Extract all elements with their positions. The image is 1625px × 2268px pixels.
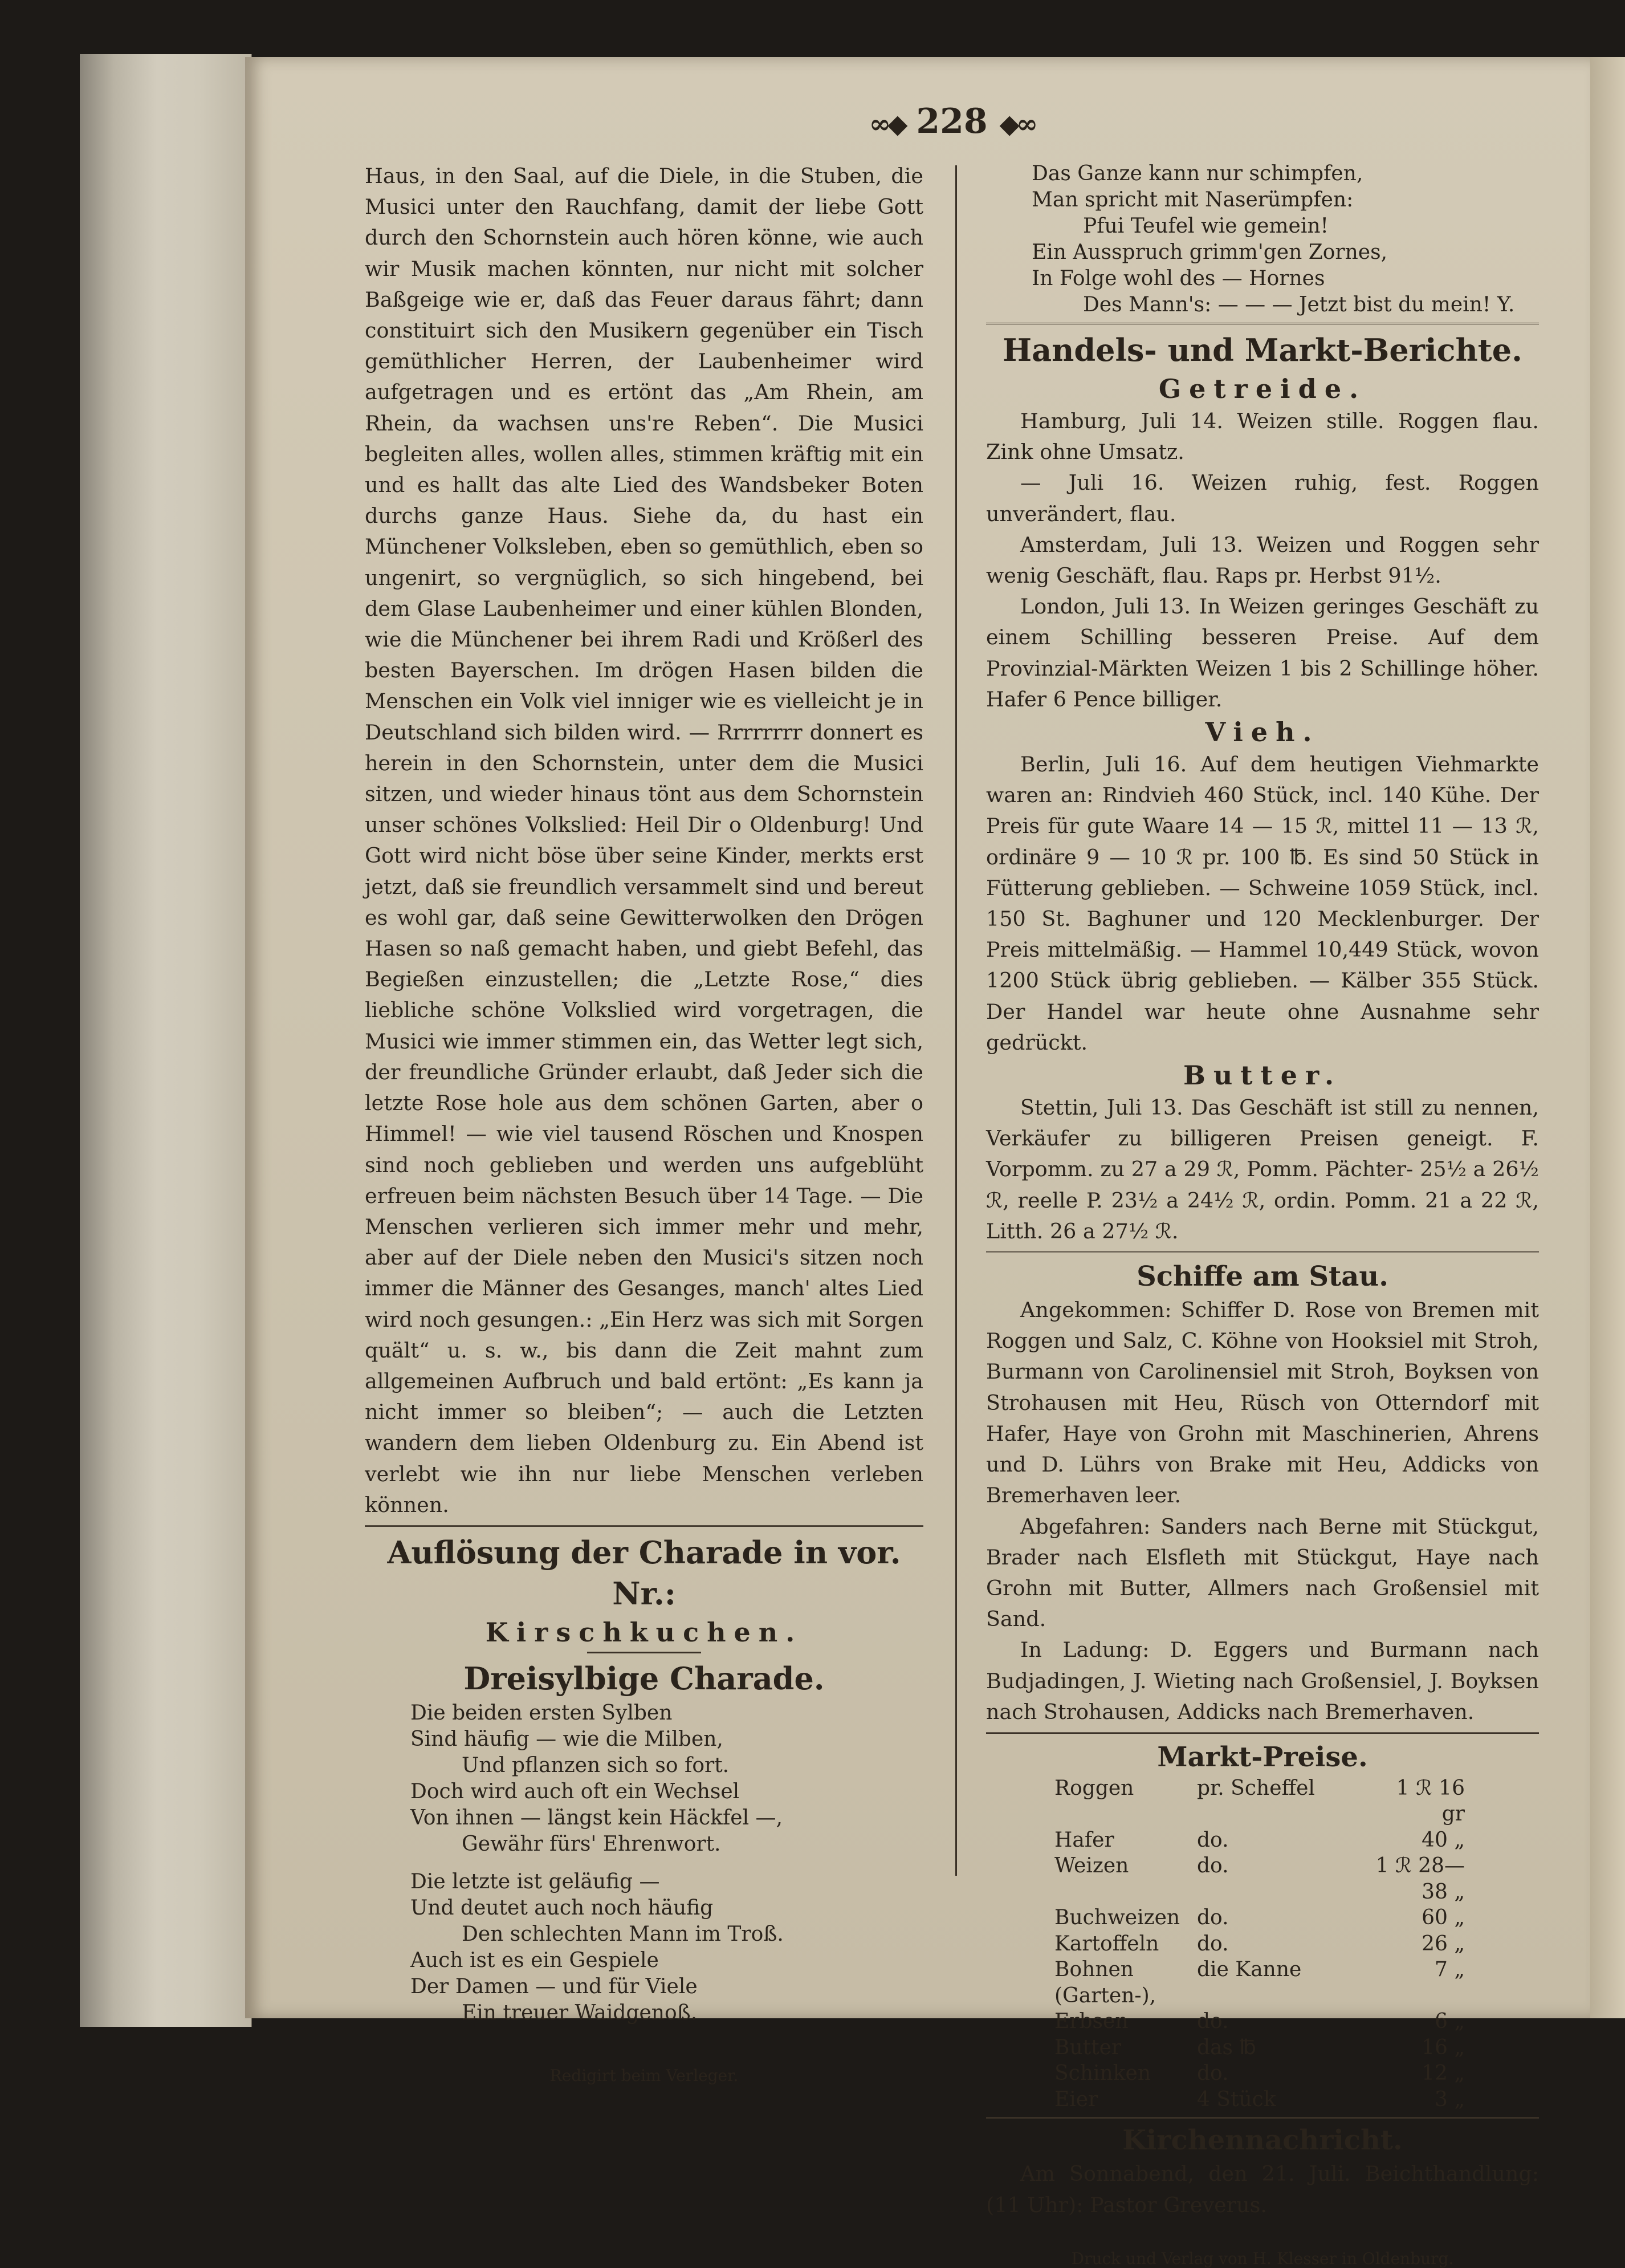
ornament-left-icon: ∞◆ xyxy=(869,108,905,139)
price-item-name: Erbsen xyxy=(1054,2010,1129,2034)
price-row xyxy=(1054,1905,1465,1931)
price-item-value: 3 „ xyxy=(1435,2087,1465,2111)
price-row xyxy=(1054,1931,1465,1957)
printer-footer: Druck und Verlag von H. Klesser in Oldenburg. xyxy=(1071,2249,1454,2268)
price-item-name: Hafer xyxy=(1054,1828,1114,1852)
section-rule xyxy=(986,1251,1539,1255)
poem-line: Und pflanzen sich so fort. xyxy=(462,1753,730,1777)
poem-line: Ein treuer Waidgenoß. xyxy=(462,2001,698,2025)
price-row xyxy=(1054,2060,1465,2087)
section-rule xyxy=(986,323,1539,326)
article-paragraph: Haus, in den Saal, auf die Diele, in die Stuben, die Musici unter den Rauchfang, damit der liebe Gott durch den Schornstein auch hören könne, wie auch wir Musik machen könnten, nur nicht mit solcher Baßgeige wie er, daß das Feuer daraus fährt; dann constituirt sich den Musikern gegenüber ein Tisch gemüthlicher Herren, der Laubenheimer wird aufgetragen und es ertönt das „Am Rhein, am Rhein, da wachsen uns're Reben“. Die Musici begleiten alles, wollen alles, stimmen kräftig mit ein und es hallt das alte Lied des Wandsbeker Boten durchs ganze Haus. Siehe da, du hast ein Münchener Volksleben, eben so gemüthlich, eben so ungenirt, so vergnüglich, so sich hingebend, bei dem Glase Laubenheimer und einer kühlen Blonden, wie die Münchener bei ihrem Radi und Krößerl des besten Bayerschen. Im drögen Hasen bilden die Menschen ein Volk viel inniger wie es vielleicht je in Deutschland sich bilden wird. — Rrrrrrrr donnert es herein in den Schornstein, unter dem die Musici sitzen, und wieder hinaus tönt aus dem Schornstein unser schönes Volkslied: Heil Dir o Oldenburg! Und Gott wird nicht böse über seine Kinder, merkts erst jetzt, daß sie freundlich versammelt sind und bereut es wohl gar, daß seine Gewitterwolken den Drögen Hasen so naß gemacht haben, und giebt Befehl, das Begießen einzustellen; die „Letzte Rose,“ dies liebliche schöne Volkslied wird vorgetragen, die Musici wie immer stimmen ein, das Wetter legt sich, der freundliche Gründer erlaubt, daß Jeder sich die letzte Rose hole aus dem schönen Garten, aber o Himmel! — wie viel tausend Röschen und Knospen sind noch geblieben und werden uns aufgeblüht erfreuen beim nächsten Besuch über 14 Tage. — Die Menschen verlieren sich immer mehr und mehr, aber auf der Diele neben den Musici's sitzen noch immer die Männer des Gesanges, manch' altes Lied wird noch gesungen.: „Ein Herz was sich mit Sorgen quält“ u. s. w., bis dann die Zeit mahnt zum allgemeinen Aufbruch und bald ertönt: „Es kann ja nicht immer so bleiben“; — auch die Letzten wandern dem lieben Oldenburg zu. Ein Abend ist verlebt wie ihn nur liebe Menschen verleben können. xyxy=(365,164,923,1517)
column-divider xyxy=(955,165,957,1876)
price-item-unit: pr. Scheffel xyxy=(1197,1776,1315,1800)
poem-line: Des Mann's: — — — Jetzt bist du mein! Y. xyxy=(1083,293,1515,316)
poem-line: Pfui Teufel wie gemein! xyxy=(1083,214,1329,238)
poem-line: Der Damen — und für Viele xyxy=(410,1974,698,1998)
poem-line: Das Ganze kann nur schimpfen, xyxy=(1032,162,1363,185)
ships-heading: Schiffe am Stau. xyxy=(1137,1261,1388,1293)
poem-line: Und deutet auch noch häufig xyxy=(410,1896,714,1920)
price-item-unit: do. xyxy=(1197,1828,1229,1852)
price-row xyxy=(1054,1827,1465,1854)
church-heading: Kirchennachricht. xyxy=(1122,2124,1403,2157)
price-item-unit: die Kanne xyxy=(1197,1958,1302,1982)
grain-heading: Getreide. xyxy=(1158,373,1367,404)
section-rule xyxy=(365,1525,923,1529)
price-item-name: Roggen xyxy=(1054,1776,1134,1800)
price-item-value: 40 „ xyxy=(1422,1828,1465,1852)
poem-line: Die letzte ist geläufig — xyxy=(410,1869,660,1893)
price-item-value: 60 „ xyxy=(1422,1906,1465,1930)
market-reports-heading: Handels- und Markt-Berichte. xyxy=(1003,332,1522,368)
charade-continuation xyxy=(1032,161,1539,318)
ornament-right-icon: ◆∞ xyxy=(999,108,1035,139)
charade-heading: Dreisylbige Charade. xyxy=(463,1660,825,1697)
ships-paragraph: Angekommen: Schiffer D. Rose von Bremen mit Roggen und Salz, C. Köhne von Hooksiel mit Stroh, Burmann von Carolinensiel mit Stroh, Boyksen von Strohausen mit Heu, Rüsch von Otterndorf mit Hafer, Haye von Grohn mit Maschinerien, Ahrens und D. Lührs von Brake mit Heu, Addicks von Bremerhaven leer. xyxy=(986,1298,1539,1508)
price-item-unit: do. xyxy=(1197,2062,1229,2086)
price-item-unit: 4 Stück xyxy=(1197,2087,1276,2111)
poem-line: Auch ist es ein Gespiele xyxy=(410,1948,659,1972)
price-item-unit: do. xyxy=(1197,1932,1229,1956)
poem-line: Von ihnen — längst kein Häckfel —, xyxy=(410,1806,783,1830)
charade-poem xyxy=(410,1700,923,2026)
cattle-heading: Vieh. xyxy=(1205,717,1320,748)
price-row xyxy=(1054,2087,1465,2113)
right-column xyxy=(986,161,1539,2268)
butter-heading: Butter. xyxy=(1183,1060,1342,1091)
section-rule xyxy=(986,1732,1539,1735)
short-rule xyxy=(587,1652,701,1653)
poem-line: Doch wird auch oft ein Wechsel xyxy=(410,1779,740,1803)
price-row xyxy=(1054,1853,1465,1905)
report-paragraph: — Juli 16. Weizen ruhig, fest. Roggen unverändert, flau. xyxy=(986,470,1539,526)
page-number: 228 xyxy=(916,101,988,141)
poem-line: In Folge wohl des — Hornes xyxy=(1032,267,1325,290)
ships-paragraph: Abgefahren: Sanders nach Berne mit Stückgut, Brader nach Elsfleth mit Stückgut, Haye nach Grohn mit Butter, Allmers nach Großensiel mit Sand. xyxy=(986,1514,1539,1632)
price-item-name: Bohnen (Garten-), xyxy=(1054,1958,1156,2007)
price-table xyxy=(1054,1775,1539,2113)
section-rule xyxy=(986,2117,1539,2119)
book-page-edges xyxy=(80,54,252,2027)
price-row xyxy=(1054,2009,1465,2035)
ships-paragraph: In Ladung: D. Eggers und Burmann nach Budjadingen, J. Wieting nach Großensiel, J. Boyksen nach Strohausen, Addicks nach Bremerhaven. xyxy=(986,1637,1539,1724)
price-item-name: Schinken xyxy=(1054,2062,1151,2086)
poem-line: Die beiden ersten Sylben xyxy=(410,1701,673,1725)
page-number-header xyxy=(855,101,1049,147)
price-item-unit: do. xyxy=(1197,1854,1229,1878)
poem-line: Sind häufig — wie die Milben, xyxy=(410,1727,723,1751)
price-item-value: 1 ℛ 16 gr xyxy=(1396,1776,1465,1826)
adjacent-page-edge xyxy=(1590,57,1625,2018)
poem-line: Den schlechten Mann im Troß. xyxy=(462,1922,784,1946)
poem-line: Gewähr fürs' Ehrenwort. xyxy=(462,1832,721,1856)
price-item-name: Kartoffeln xyxy=(1054,1932,1159,1956)
price-row xyxy=(1054,1957,1465,2009)
report-paragraph: Berlin, Juli 16. Auf dem heutigen Viehmarkte waren an: Rindvieh 460 Stück, incl. 140 Kühe. Der Preis für gute Waare 14 — 15 ℛ, mittel 11 — 13 ℛ, ordinäre 9 — 10 ℛ pr. 100 ℔. Es sind 50 Stück in Fütterung geblieben. — Schweine 1059 Stück, incl. 150 St. Baghuner und 120 Mecklenburger. Der Preis mittelmäßig. — Hammel 10,449 Stück, wovon 1200 Stück übrig geblieben. — Kälber 355 Stück. Der Handel war heute ohne Ausnahme sehr gedrückt. xyxy=(986,752,1539,1055)
price-item-value: 26 „ xyxy=(1422,1932,1465,1956)
solution-heading: Auflösung der Charade in vor. Nr.: xyxy=(387,1534,901,1612)
price-row xyxy=(1054,2035,1465,2061)
report-paragraph: London, Juli 13. In Weizen geringes Geschäft zu einem Schilling besseren Preise. Auf dem Provinzial-Märkten Weizen 1 bis 2 Schillinge höher. Hafer 6 Pence billiger. xyxy=(986,594,1539,712)
report-paragraph: Stettin, Juli 13. Das Geschäft ist still zu nennen, Verkäufer zu billigeren Preisen geneigt. F. Vorpomm. zu 27 a 29 ℛ, Pomm. Pächter- 25½ a 26½ ℛ, reelle P. 23½ a 24½ ℛ, ordin. Pomm. 21 a 22 ℛ, Litth. 26 a 27½ ℛ. xyxy=(986,1095,1539,1243)
prices-heading: Markt-Preise. xyxy=(1157,1741,1368,1773)
solution-word: Kirschkuchen. xyxy=(485,1616,803,1648)
report-paragraph: Hamburg, Juli 14. Weizen stille. Roggen flau. Zink ohne Umsatz. xyxy=(986,409,1539,465)
left-column xyxy=(365,161,923,2085)
price-item-value: 7 „ xyxy=(1435,1958,1465,1982)
poem-line: Ein Ausspruch grimm'gen Zornes, xyxy=(1032,241,1388,264)
price-item-name: Buchweizen xyxy=(1054,1906,1180,1930)
price-item-unit: das ℔ xyxy=(1197,2035,1256,2059)
editor-footer: Redigirt beim Verleger. xyxy=(549,2066,739,2085)
price-item-unit: do. xyxy=(1197,2010,1229,2034)
price-item-name: Eier xyxy=(1054,2087,1098,2111)
price-item-value: 6 „ xyxy=(1435,2010,1465,2034)
price-item-value: 1 ℛ 28—38 „ xyxy=(1375,1854,1465,1904)
price-item-unit: do. xyxy=(1197,1906,1229,1930)
report-paragraph: Amsterdam, Juli 13. Weizen und Roggen sehr wenig Geschäft, flau. Raps pr. Herbst 91½. xyxy=(986,532,1539,588)
poem-line: Man spricht mit Naserümpfen: xyxy=(1032,188,1354,212)
price-row xyxy=(1054,1775,1465,1827)
church-paragraph: Am Sonnabend, den 21. Juli. Beichthandlung: (11 Uhr): Pastor Greverus. xyxy=(986,2161,1539,2217)
price-item-name: Weizen xyxy=(1054,1854,1129,1878)
price-item-value: 12 „ xyxy=(1422,2062,1465,2086)
price-item-value: 16 „ xyxy=(1422,2035,1465,2059)
price-item-name: Butter xyxy=(1054,2035,1122,2059)
